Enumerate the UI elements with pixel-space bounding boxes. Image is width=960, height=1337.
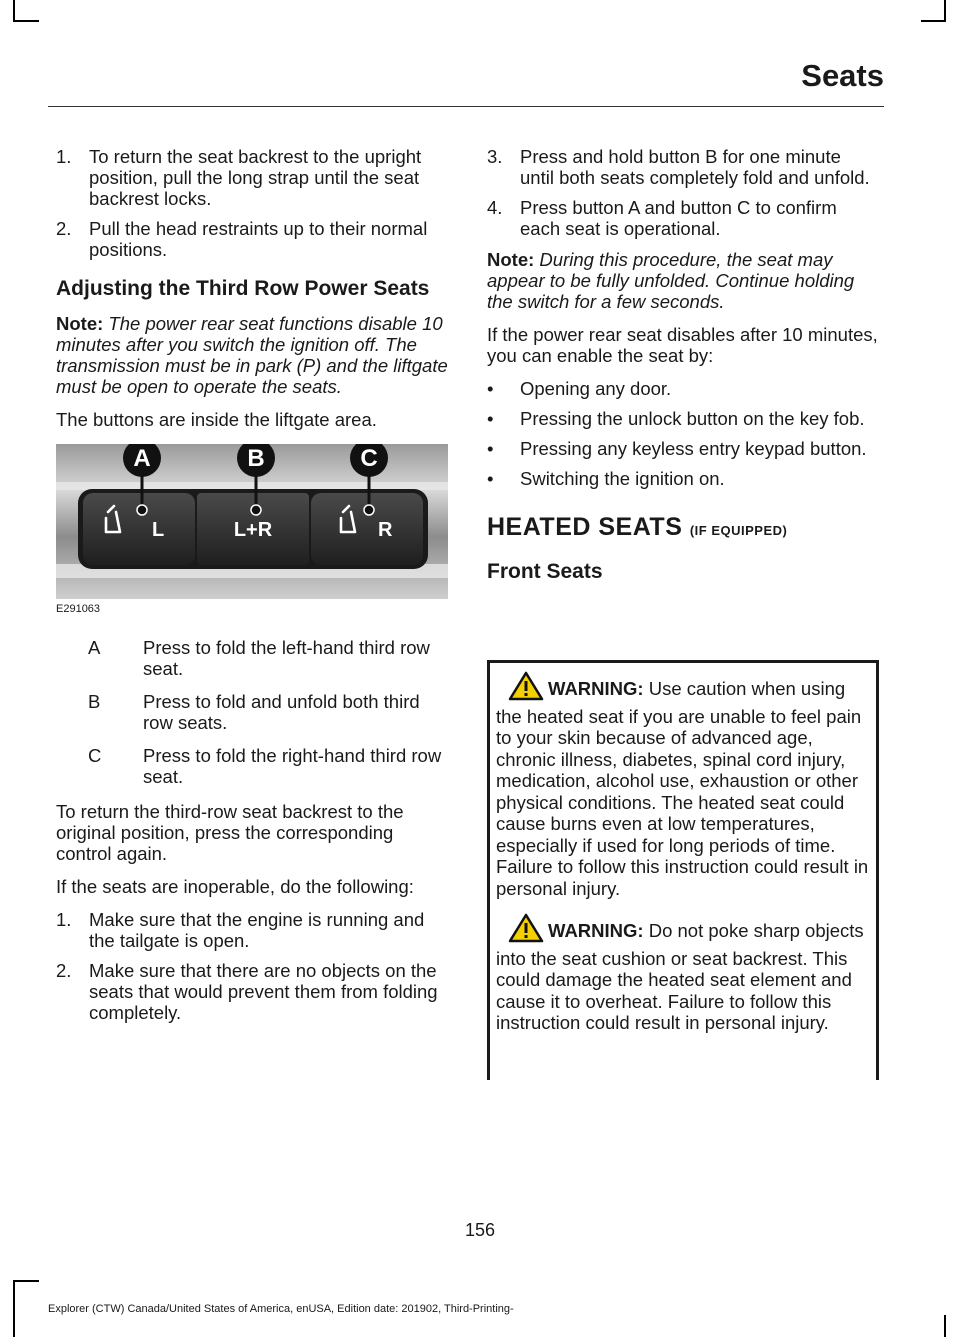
warning-text: Do not poke sharp objects into the seat cushion or seat backrest. This could damage the heated seat element and cause it to overheat. Failure to follow this instruction could result in personal injury. [496, 920, 864, 1033]
button-label-right: R [378, 519, 393, 541]
list-item [487, 378, 879, 399]
page-title: Seats [801, 58, 884, 93]
crop-mark [13, 1280, 39, 1282]
liftgate-buttons-figure [56, 444, 448, 599]
crop-mark [944, 0, 946, 22]
legend-key: A [88, 637, 101, 658]
step-number: 1. [56, 909, 72, 930]
note-label: Note: [56, 313, 104, 334]
step-text: Press and hold button B for one minute until both seats completely fold and unfold. [520, 146, 870, 188]
enable-methods-list [487, 378, 879, 489]
list-item [56, 960, 448, 1023]
step-number: 3. [487, 146, 503, 167]
warning-label: WARNING: [548, 920, 644, 941]
bullet-mark: • [487, 378, 494, 399]
page-number: 156 [464, 1220, 496, 1240]
crop-mark [921, 20, 946, 22]
bullet-text: Switching the ignition on. [520, 468, 725, 489]
warning-box [487, 660, 879, 1080]
return-backrest-steps [56, 146, 448, 260]
bullet-mark: • [487, 468, 494, 489]
warning-triangle-icon [508, 913, 544, 948]
section-heading: Adjusting the Third Row Power Seats [56, 277, 430, 300]
footer-text: Explorer (CTW) Canada/United States of America, enUSA, Edition date: 201902, Third-Printing- [48, 1303, 514, 1315]
note [56, 313, 448, 397]
paragraph: If the seats are inoperable, do the following: [56, 876, 414, 897]
bullet-mark: • [487, 438, 494, 459]
step-number: 4. [487, 197, 503, 218]
step-text: Pull the head restraints up to their normal positions. [89, 218, 428, 260]
step-text: To return the seat backrest to the upright position, pull the long strap until the seat backrest locks. [89, 146, 422, 209]
callout-label: A [133, 445, 151, 472]
list-item [487, 146, 879, 188]
section-title-suffix: (IF EQUIPPED) [689, 523, 788, 538]
list-item [487, 197, 879, 239]
list-item [487, 438, 879, 459]
figure-illustration [56, 444, 448, 599]
figure-legend [56, 637, 448, 787]
legend-row [56, 637, 448, 679]
left-column [56, 146, 448, 1033]
paragraph: If the power rear seat disables after 10 minutes, you can enable the seat by: [487, 324, 878, 366]
note-text: During this procedure, the seat may appear to be fully unfolded. Continue holding the switch for a few seconds. [487, 249, 855, 312]
crop-mark [13, 1280, 15, 1337]
warning-text: Use caution when using the heated seat if you are unable to feel pain to your skin because of advanced age, chronic illness, diabetes, spinal cord injury, medication, alcohol use, exhaustion or other physical conditions. The heated seat could cause burns even at low temperatures, especially if used for long periods of time. Failure to follow this instruction could result in personal injury. [496, 678, 869, 899]
section-title [487, 513, 879, 545]
crop-mark [944, 1315, 946, 1337]
bullet-text: Opening any door. [520, 378, 672, 399]
step-number: 2. [56, 218, 72, 239]
note-text: The power rear seat functions disable 10 minutes after you switch the ignition off. The transmission must be in park (P) and the liftgate must be open to operate the seats. [56, 313, 448, 397]
warning [496, 913, 870, 1034]
crop-mark [13, 0, 15, 22]
button-right [311, 493, 423, 565]
paragraph: The buttons are inside the liftgate area. [56, 409, 377, 430]
note [487, 249, 879, 312]
paragraph: To return the third-row seat backrest to the original position, press the corresponding control again. [56, 801, 404, 864]
figure-code: E291063 [56, 603, 101, 615]
list-item [56, 146, 448, 209]
step-text: Make sure that the engine is running and the tailgate is open. [89, 909, 425, 951]
legend-key: B [88, 691, 101, 712]
header-divider [48, 106, 884, 107]
legend-key: C [88, 745, 102, 766]
warning-triangle-icon [508, 671, 544, 706]
bullet-text: Pressing the unlock button on the key fob. [520, 408, 865, 429]
step-text: Make sure that there are no objects on the seats that would prevent them from folding completely. [89, 960, 438, 1023]
legend-row [56, 691, 448, 733]
step-number: 1. [56, 146, 72, 167]
step-text: Press button A and button C to confirm each seat is operational. [520, 197, 837, 239]
list-item [487, 468, 879, 489]
legend-row [56, 745, 448, 787]
legend-text: Press to fold and unfold both third row seats. [143, 691, 420, 733]
inoperable-steps [56, 909, 448, 1023]
warning-label: WARNING: [548, 678, 644, 699]
button-label-left: L [152, 519, 165, 541]
callout-label: C [360, 445, 378, 472]
note-label: Note: [487, 249, 535, 270]
button-left [83, 493, 195, 565]
legend-text: Press to fold the left-hand third row seat. [143, 637, 430, 679]
bullet-text: Pressing any keyless entry keypad button. [520, 438, 867, 459]
section-title-text: HEATED SEATS [487, 513, 683, 541]
callout-label: B [247, 445, 265, 472]
step-number: 2. [56, 960, 72, 981]
button-label-both: L+R [233, 519, 273, 541]
list-item [487, 408, 879, 429]
inoperable-steps-continued [487, 146, 879, 239]
list-item [56, 218, 448, 260]
subsection-heading: Front Seats [487, 560, 603, 583]
bullet-mark: • [487, 408, 494, 429]
warning [496, 671, 870, 899]
legend-text: Press to fold the right-hand third row seat. [143, 745, 442, 787]
right-column [487, 146, 879, 596]
crop-mark [13, 20, 39, 22]
list-item [56, 909, 448, 951]
